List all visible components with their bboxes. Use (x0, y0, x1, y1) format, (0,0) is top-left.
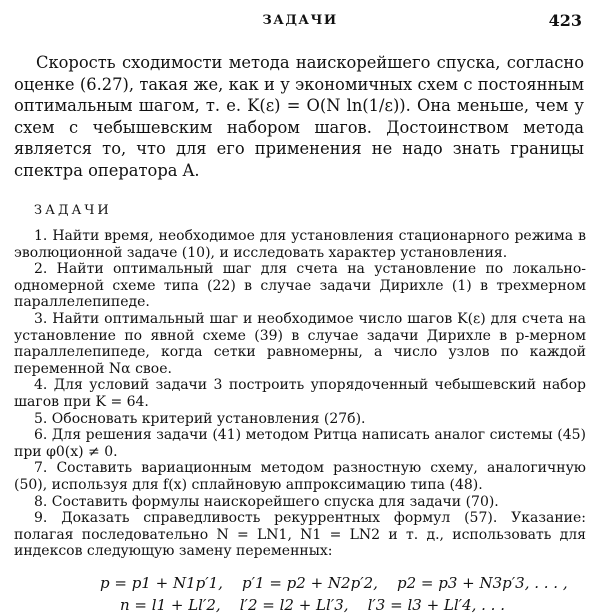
section-title: ЗАДАЧИ (34, 203, 112, 218)
page-number: 423 (548, 11, 582, 30)
problem-6: 6. Для решения задачи (41) методом Ритца написать аналог системы (45) при φ0(x) ≠ 0. (14, 427, 586, 460)
problem-8: 8. Составить формулы наискорейшего спуска для задачи (70). (34, 493, 499, 510)
problem-list (14, 228, 586, 560)
problem-9: 9. Доказать справедливость рекуррентных формул (57). Указание: полагая последовательно N = LN1, N1 = LN2 и т. д., использовать для индексов следующую замену переменных: (14, 510, 586, 560)
problem-7: 7. Составить вариационным методом разностную схему, аналогичную (50), используя для f(x) сплайновую аппроксимацию типа (48). (14, 460, 586, 493)
formula-line-1: p = p1 + N1p′1, p′1 = p2 + N2p′2, p2 = p3 + N3p′3, . . . , (100, 573, 568, 592)
intro-paragraph: Скорость сходимости метода наискорейшего спуска, согласно оценке (6.27), такая же, как и у экономичных схем с постоянным оптимальным шагом, т. е. K(ε) = O(N ln(1/ε)). Она меньше, чем у схем с чебышевским набором шагов. Достоинством метода является то, что для его применения не надо знать границы спектра оператора A. (14, 53, 584, 180)
running-head: ЗАДАЧИ (262, 13, 338, 28)
formula-block (14, 572, 586, 616)
problem-2: 2. Найти оптимальный шаг для счета на установление по локально-одномерной схеме типа (22) в случае задачи Дирихле (1) в трехмерном параллелепипеде. (14, 261, 586, 311)
problem-4: 4. Для условий задачи 3 построить упорядоченный чебышевский набор шагов при K = 64. (14, 377, 586, 410)
page-header (14, 12, 586, 38)
problem-5: 5. Обосновать критерий установления (27б). (34, 410, 366, 427)
problem-1: 1. Найти время, необходимое для установления стационарного режима в эволюционной задаче (10), и исследовать характер установления. (14, 228, 586, 261)
problem-3: 3. Найти оптимальный шаг и необходимое число шагов K(ε) для счета на установление по явной схеме (39) в случае задачи Дирихле в p-мерном параллелепипеде, когда сетки равномерны, а число узлов по каждой переменной Nα свое. (14, 310, 586, 377)
formula-line-2: n = l1 + Ll′2, l′2 = l2 + Ll′3, l′3 = l3 + Ll′4, . . . (120, 595, 505, 614)
